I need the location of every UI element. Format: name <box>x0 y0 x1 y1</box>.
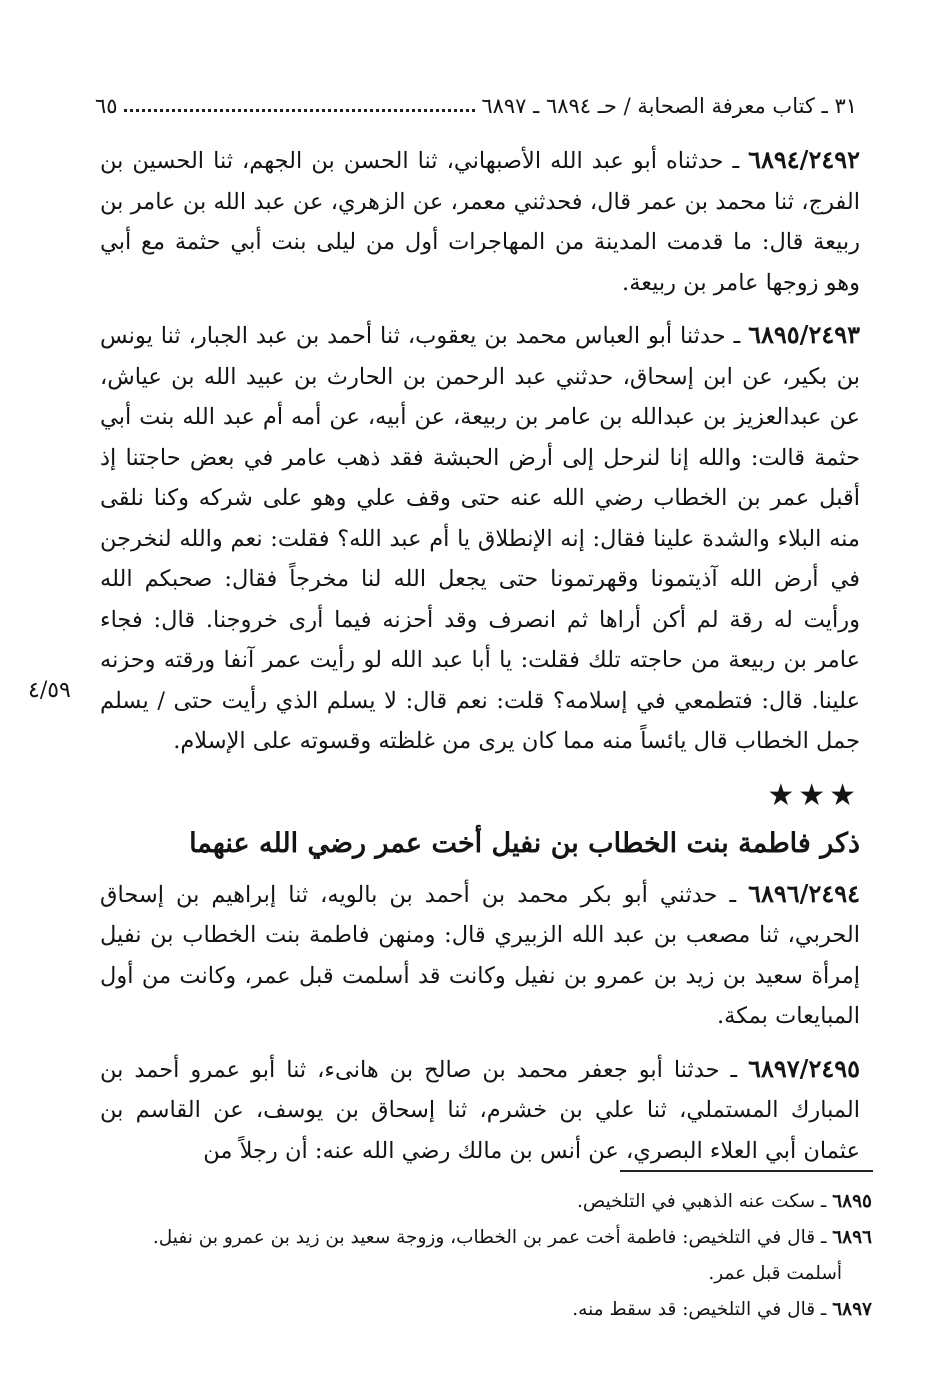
hadith-text: ـ حدثنا أبو العباس محمد بن يعقوب، ثنا أحمد بن عبد الجبار، ثنا يونس بن بكير، عن ابن إسحاق، حدثني عبد الرحمن بن الحارث بن عبيد الله بن عياش، عن عبدالعزيز بن عبدالله بن عامر بن ربيعة، عن أبيه، عن أمه أم عبد الله بنت أبي حثمة قالت: والله إنا لنرحل إلى أرض الحبشة فقد ذهب عامر في بعض حاجتنا إذ أقبل عمر بن الخطاب رضي الله عنه حتى وقف علي وهو على شركه وكنا نلقى منه البلاء والشدة علينا فقال: إنه الإنطلاق يا أم عبد الله؟ فقلت: نعم والله لنخرجن في أرض الله آذيتمونا وقهرتمونا حتى يجعل الله لنا مخرجاً فقال: صحبكم الله ورأيت له رقة لم أكن أراها ثم انصرف وقد أحزنه فيما أرى خروجنا. قال: فجاء عامر بن ربيعة من حاجته تلك فقلت: يا أبا عبد الله لو رأيت عمر آنفا ورقته وحزنه علينا. قال: فتطمعي في إسلامه؟ قلت: نعم قال: لا يسلم الذي رأيت حتى / يسلم جمل الخطاب قال يائساً منه مما كان يرى من غلظته وقسوته على الإسلام. <box>100 323 860 754</box>
hadith-text: ـ حدثني أبو بكر محمد بن أحمد بن بالويه، ثنا إبراهيم بن إسحاق الحربي، ثنا مصعب بن عبد الله الزبيري قال: ومنهن فاطمة بنت الخطاب بن نفيل إمرأة سعيد بن زيد بن عمرو بن نفيل وكانت قد أسلمت قبل عمر، وكانت من أول المبايعات بمكة. <box>100 881 860 1029</box>
hadith-paragraph-6894 <box>100 140 860 303</box>
footnote-continuation: أسلمت قبل عمر. <box>708 1263 842 1284</box>
hadith-number: ٦٨٩٦/٢٤٩٤ <box>748 878 860 908</box>
section-heading: ذكر فاطمة بنت الخطاب بن نفيل أخت عمر رضي الله عنهما <box>189 827 860 859</box>
hadith-paragraph-6895 <box>100 315 860 762</box>
manuscript-folio-note: ٤/٥٩ <box>28 678 71 703</box>
hadith-number: ٦٨٩٧/٢٤٩٥ <box>748 1053 860 1083</box>
footnote-divider <box>620 1170 873 1172</box>
dotted-leader <box>124 109 476 112</box>
footnote-text: ـ قال في التلخيص: فاطمة أخت عمر بن الخطاب، وزوجة سعيد بن زيد بن عمرو بن نفيل. <box>152 1227 833 1248</box>
hadith-text: ـ حدثناه أبو عبد الله الأصبهاني، ثنا الحسن بن الجهم، ثنا الحسين بن الفرج، ثنا محمد بن عمر قال، فحدثني معمر، عن الزهري، عن عبد الله بن عامر بن ربيعة قال: ما قدمت المدينة من المهاجرات أول من ليلى بنت أبي حثمة مع أبي وهو زوجها عامر بن ربيعة. <box>100 148 860 296</box>
footnotes <box>110 1184 872 1328</box>
footnote-text: ـ سكت عنه الذهبي في التلخيص. <box>577 1191 833 1212</box>
page-number: ٦٥ <box>95 94 118 118</box>
hadith-paragraph-6897 <box>100 1049 860 1172</box>
footnote-number: ٦٨٩٧ <box>832 1299 872 1320</box>
footnote-number: ٦٨٩٥ <box>832 1191 872 1212</box>
running-head-title: ٣١ ـ كتاب معرفة الصحابة / حـ ٦٨٩٤ ـ ٦٨٩٧ <box>481 94 857 118</box>
hadith-paragraph-6896 <box>100 874 860 1037</box>
footnote <box>110 1220 872 1256</box>
footnote-number: ٦٨٩٦ <box>832 1227 872 1248</box>
hadith-text: ـ حدثنا أبو جعفر محمد بن صالح بن هانىء، ثنا أبو عمرو أحمد بن المبارك المستملي، ثنا علي بن خشرم، ثنا إسحاق بن يوسف، عن القاسم بن عثمان أبي العلاء البصري، عن أنس بن مالك رضي الله عنه: أن رجلاً من <box>100 1056 860 1164</box>
footnote <box>110 1292 872 1328</box>
running-head <box>95 84 857 118</box>
hadith-number: ٦٨٩٤/٢٤٩٢ <box>748 145 860 174</box>
section-separator: ★★★ <box>767 777 860 813</box>
main-text <box>100 140 860 1183</box>
hadith-number: ٦٨٩٥/٢٤٩٣ <box>748 320 860 349</box>
footnote-text: ـ قال في التلخيص: قد سقط منه. <box>572 1299 833 1320</box>
footnote <box>110 1184 872 1220</box>
